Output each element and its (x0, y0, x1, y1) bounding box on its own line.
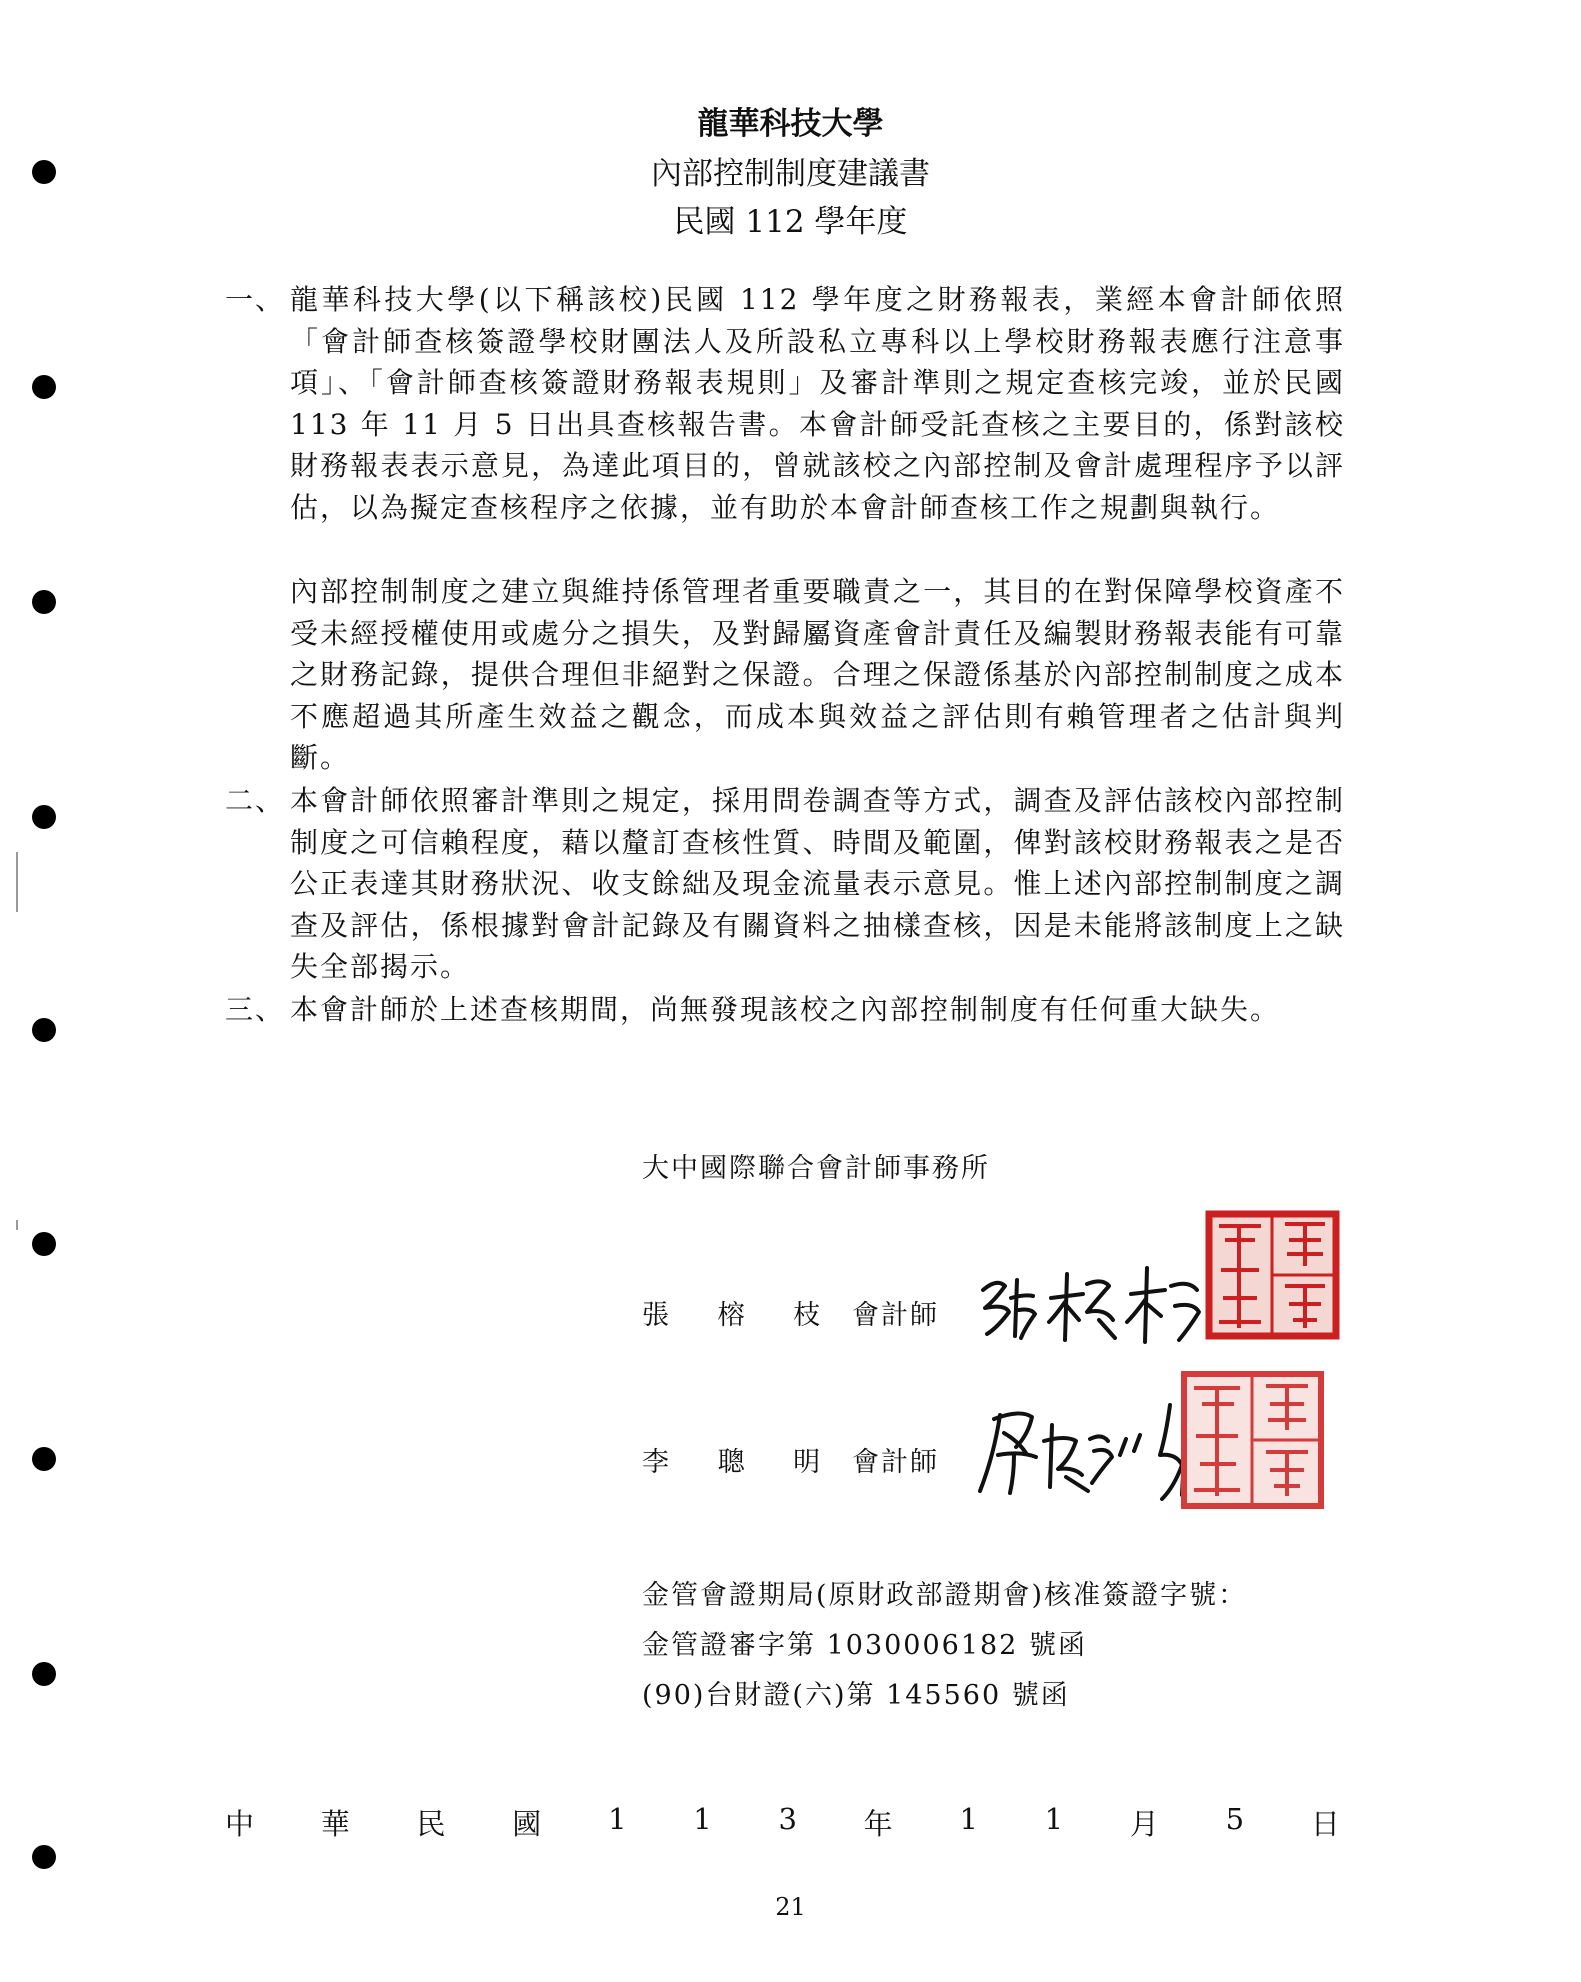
date-char: 5 (1225, 1802, 1245, 1836)
approval-label: 金管會證期局(原財政部證期會)核准簽證字號： (642, 1580, 1248, 1611)
punch-hole (32, 590, 56, 614)
seal-stamp-1 (1205, 1210, 1340, 1340)
date-char: 3 (778, 1802, 797, 1836)
accountant-1-title: 會計師 (852, 1300, 939, 1331)
punch-hole (32, 1232, 56, 1256)
date-char: 1 (608, 1802, 627, 1836)
page-number: 21 (775, 1893, 806, 1921)
section-1-paragraph-2: 內部控制制度之建立與維持係管理者重要職責之一，其目的在對保障學校資產不受未經授權使用或處分之損失，及對歸屬資產會計責任及編製財務報表能有可靠之財務記錄，提供合理但非絕對之保證。合理之保證係基於內部控制制度之成本不應超過其所產生效益之觀念，而成本與效益之評估則有賴管理者之估計與判斷。 (290, 575, 1345, 774)
document-title: 內部控制制度建議書 (651, 156, 930, 192)
date-char: 華 (320, 1807, 350, 1841)
approval-number-1: 金管證審字第 1030006182 號函 (642, 1630, 1087, 1661)
date-char: 1 (693, 1802, 712, 1836)
date-char: 中 (225, 1807, 255, 1841)
section-2 (225, 780, 1345, 988)
accountant-1-seal (1205, 1210, 1340, 1340)
firm-name: 大中國際聯合會計師事務所 (642, 1153, 990, 1184)
punch-hole (32, 805, 56, 829)
accountant-1-name: 張 榕 枝 (642, 1300, 841, 1331)
section-1 (225, 279, 1345, 528)
section-3-text: 本會計師於上述查核期間，尚無發現該校之內部控制制度有任何重大缺失。 (290, 993, 1281, 1026)
date-line (225, 1802, 1340, 1843)
scan-mark (16, 1220, 18, 1230)
period-title: 民國 112 學年度 (673, 204, 908, 240)
punch-hole (32, 1018, 56, 1042)
date-char: 1 (1044, 1802, 1064, 1836)
date-char: 民 (416, 1807, 446, 1841)
section-1-text: 龍華科技大學(以下稱該校)民國 112 學年度之財務報表，業經本會計師依照「會計師查核簽證學校財團法人及所設私立專科以上學校財務報表應行注意事項」、「會計師查核簽證財務報表規則」及審計準則之規定查核完竣，並於民國 113 年 11 月 5 日出具查核報告書。本會計師受託查核之主要目的，係對該校財務報表表示意見，為達此項目的，曾就該校之內部控制及會計處理程序予以評估，以為擬定查核程序之依據，並有助於本會計師查核工作之規劃與執行。 (290, 283, 1345, 524)
accountant-2-title: 會計師 (852, 1447, 939, 1478)
section-2-text: 本會計師依照審計準則之規定，採用問卷調查等方式，調查及評估該校內部控制制度之可信賴程度，藉以釐訂查核性質、時間及範圍，俾對該校財務報表之是否公正表達其財務狀況、收支餘絀及現金流量表示意見。惟上述內部控制制度之調查及評估，係根據對會計記錄及有關資料之抽樣查核，因是未能將該制度上之缺失全部揭示。 (290, 784, 1345, 983)
seal-stamp-2 (1180, 1370, 1325, 1510)
section-3-number: 三、 (225, 993, 286, 1026)
punch-hole (32, 375, 56, 399)
accountant-2-name: 李 聰 明 (642, 1447, 841, 1478)
institution-title: 龍華科技大學 (697, 106, 884, 142)
date-char: 國 (512, 1807, 542, 1841)
section-1-number: 一、 (225, 283, 286, 316)
date-char: 年 (863, 1807, 893, 1841)
punch-hole (32, 1845, 56, 1869)
date-char: 1 (959, 1802, 978, 1836)
section-3 (225, 989, 1345, 1031)
approval-number-2: (90)台財證(六)第 145560 號函 (642, 1680, 1070, 1711)
scan-mark (16, 852, 18, 912)
accountant-1-signature (975, 1250, 1205, 1350)
punch-hole (32, 1662, 56, 1686)
section-2-number: 二、 (225, 784, 286, 817)
punch-hole (32, 1447, 56, 1471)
date-char: 日 (1310, 1807, 1340, 1841)
date-char: 月 (1129, 1807, 1159, 1841)
accountant-2-signature (970, 1395, 1210, 1505)
accountant-2-seal (1180, 1370, 1325, 1510)
